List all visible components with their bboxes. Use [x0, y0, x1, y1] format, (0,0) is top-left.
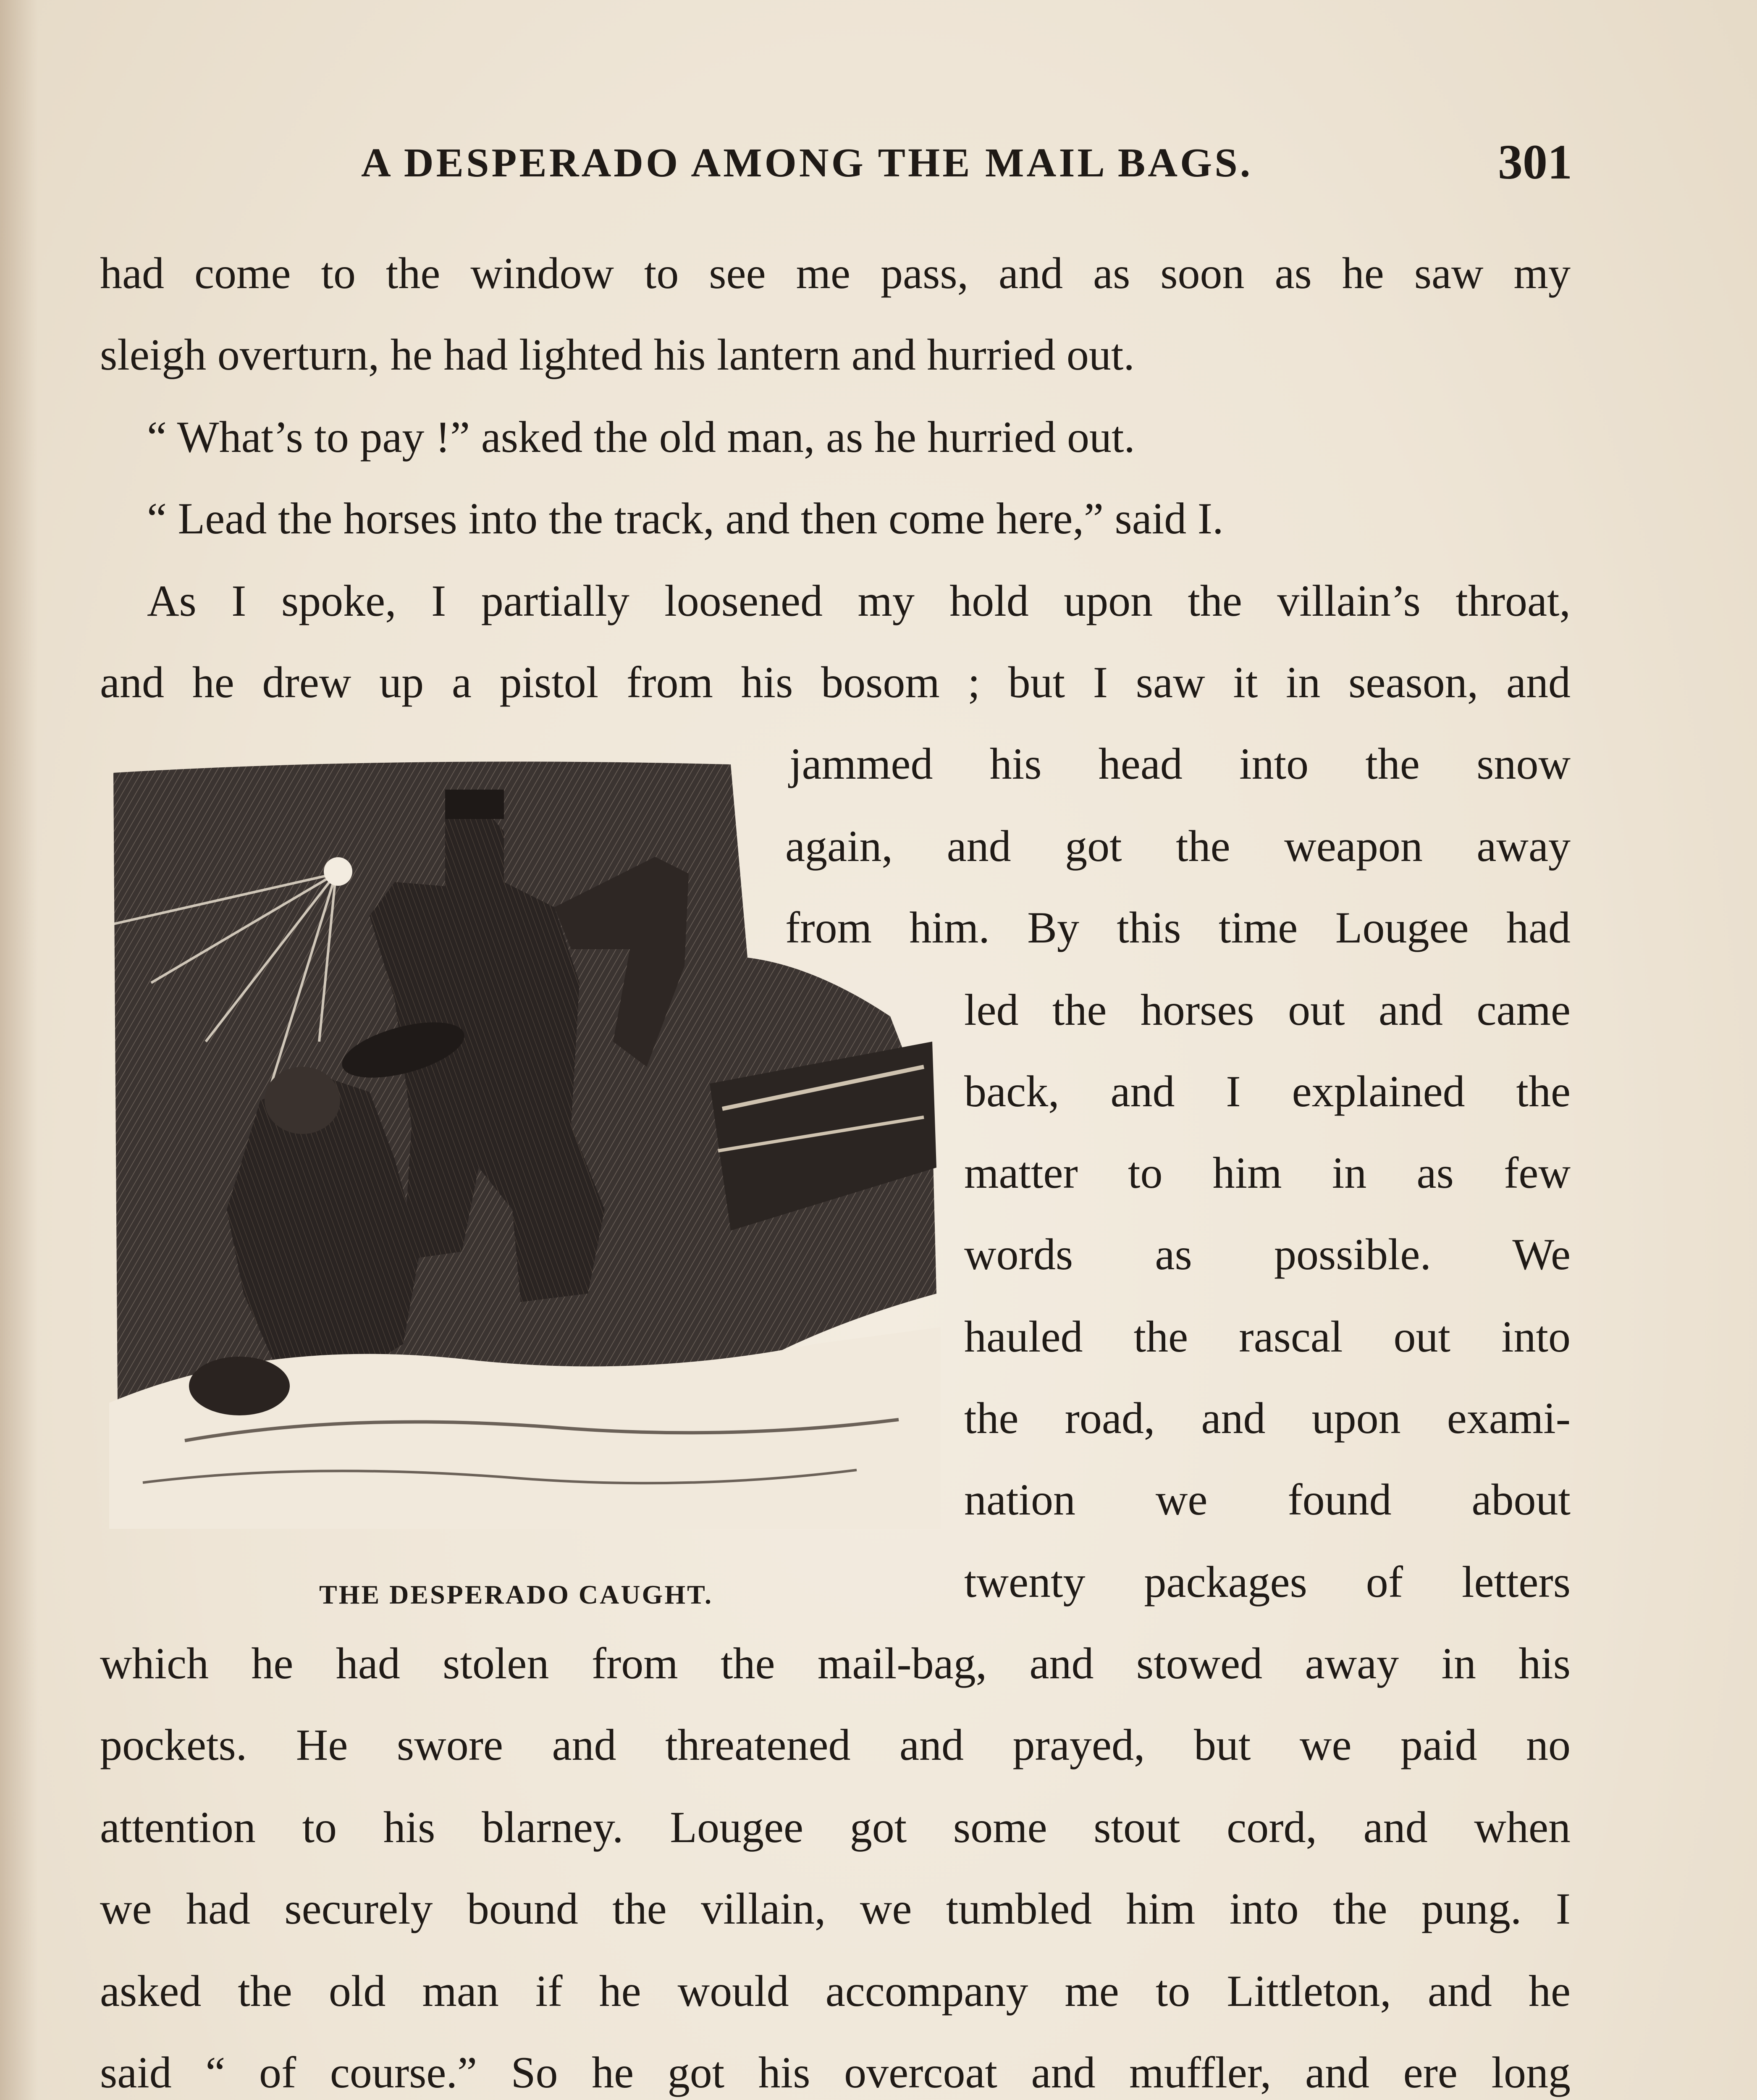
text-line: jammed his head into the snow	[789, 739, 1571, 788]
text-line: nation we found about	[964, 1475, 1571, 1524]
text-line: “ Lead the horses into the track, and then come here,” said I.	[147, 494, 1224, 543]
text-line: “ What’s to pay !” asked the old man, as he hurried out.	[147, 412, 1135, 462]
text-line: said “ of course.” So he got his overcoat and muffler, and ere long	[100, 2048, 1571, 2097]
illustration-caption: THE DESPERADO CAUGHT.	[319, 1580, 713, 1609]
text-line: pockets. He swore and threatened and prayed, but we paid no	[100, 1720, 1571, 1769]
text-line: twenty packages of letters	[964, 1557, 1571, 1606]
text-line: again, and got the weapon away	[785, 822, 1571, 871]
text-line: asked the old man if he would accompany me to Littleton, and he	[100, 1966, 1571, 2016]
page-number: 301	[1498, 134, 1572, 189]
text-line: sleigh overturn, he had lighted his lantern and hurried out.	[100, 330, 1135, 379]
text-line: the road, and upon exami-	[964, 1394, 1571, 1443]
text-line: from him. By this time Lougee had	[785, 903, 1571, 952]
page-edge-shadow	[0, 0, 38, 2100]
text-line: As I spoke, I partially loosened my hold upon the villain’s throat,	[147, 576, 1571, 625]
text-line: hauled the rascal out into	[964, 1312, 1571, 1361]
text-line: back, and I explained the	[964, 1067, 1571, 1116]
text-line: led the horses out and came	[964, 985, 1571, 1034]
text-line: and he drew up a pistol from his bosom ; but I saw it in season, and	[100, 658, 1571, 707]
running-title: A DESPERADO AMONG THE MAIL BAGS.	[361, 140, 1253, 186]
illustration-desperado-caught	[101, 748, 945, 1529]
text-line: which he had stolen from the mail-bag, and stowed away in his	[100, 1639, 1571, 1688]
text-line: had come to the window to see me pass, and as soon as he saw my	[100, 249, 1571, 298]
text-line: matter to him in as few	[964, 1148, 1571, 1197]
text-line: attention to his blarney. Lougee got some stout cord, and when	[100, 1803, 1571, 1852]
text-line: we had securely bound the villain, we tumbled him into the pung. I	[100, 1884, 1571, 1933]
text-line: words as possible. We	[964, 1230, 1571, 1279]
